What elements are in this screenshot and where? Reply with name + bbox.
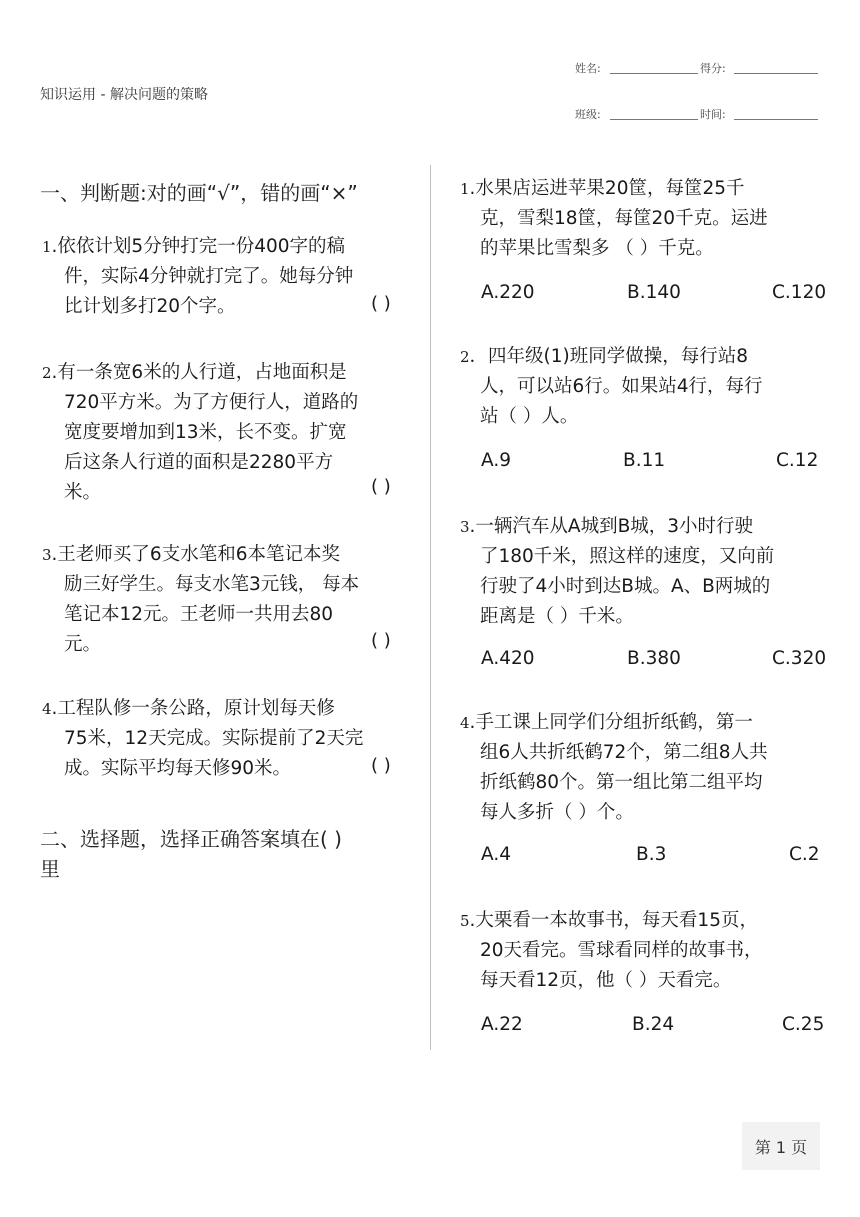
- tf-question-1: 1.依依计划5分钟打完一份400字的稿 件，实际4分钟就打完了。她每分钟 比计划多打20个字。: [42, 236, 354, 317]
- mc1-option-c: C.120: [772, 282, 827, 303]
- section2-title: 二、选择题，选择正确答案填在( ) 里: [40, 827, 342, 881]
- mc-question-5: 5.大栗看一本故事书，每天看15页， 20天看完。雪球看同样的故事书， 每天看12页，他（ ）天看完。: [460, 910, 763, 991]
- mc-question-4: 4.手工课上同学们分组折纸鹤，第一 组6人共折纸鹤72个，第二组8人共 折纸鹤80个。第一组比第二组平均 每人多折（ ）个。: [460, 712, 768, 823]
- name-blank: [610, 73, 698, 74]
- mc1-option-a: A.220: [481, 282, 535, 303]
- class-blank: [610, 119, 698, 120]
- score-blank: [734, 73, 818, 74]
- tf-question-3: 3.王老师买了6支水笔和6本笔记本奖 励三好学生。每支水笔3元钱， 每本 笔记本12元。王老师一共用去80 元。: [42, 544, 360, 655]
- section1-title: 一、判断题:对的画“√”，错的画“×”: [40, 181, 358, 205]
- time-label: 时间:: [700, 108, 726, 121]
- mc4-option-c: C.2: [789, 844, 820, 865]
- name-label: 姓名:: [575, 62, 601, 75]
- time-blank: [734, 119, 818, 120]
- document-title: 知识运用 - 解决问题的策略: [40, 87, 208, 103]
- page-number: 第 1 页: [742, 1122, 820, 1170]
- mc-question-1: 1.水果店运进苹果20筐，每筐25千 克，雪梨18筐，每筐20千克。运进 的苹果比雪梨多 （ ）千克。: [460, 178, 768, 259]
- class-label: 班级:: [575, 108, 601, 121]
- tf-question-2: 2.有一条宽6米的人行道，占地面积是 720平方米。为了方便行人，道路的 宽度要增加到13米，长不变。扩宽 后这条人行道的面积是2280平方 米。: [42, 362, 359, 503]
- mc-question-2: 2．四年级(1)班同学做操，每行站8 人，可以站6行。如果站4行，每行 站（ ）人。: [460, 346, 763, 427]
- mc5-option-c: C.25: [782, 1014, 825, 1035]
- mc5-option-a: A.22: [481, 1014, 523, 1035]
- score-label: 得分:: [700, 62, 726, 75]
- mc3-option-c: C.320: [772, 648, 827, 669]
- mc2-option-a: A.9: [481, 450, 511, 471]
- mc4-option-b: B.3: [636, 844, 667, 865]
- mc3-option-b: B.380: [627, 648, 681, 669]
- tf-question-4: 4.工程队修一条公路，原计划每天修 75米，12天完成。实际提前了2天完 成。实际平均每天修90米。: [42, 698, 364, 779]
- column-divider: [430, 165, 431, 1050]
- mc2-option-c: C.12: [776, 450, 819, 471]
- answer-paren-4: ( ): [371, 755, 391, 776]
- mc-question-3: 3.一辆汽车从A城到B城，3小时行驶 了180千米，照这样的速度，又向前 行驶了4小时到达B城。A、B两城的 距离是（ ）千米。: [460, 516, 775, 627]
- mc1-option-b: B.140: [627, 282, 681, 303]
- answer-paren-1: ( ): [371, 293, 391, 314]
- mc3-option-a: A.420: [481, 648, 535, 669]
- answer-paren-3: ( ): [371, 630, 391, 651]
- mc4-option-a: A.4: [481, 844, 511, 865]
- answer-paren-2: ( ): [371, 476, 391, 497]
- mc5-option-b: B.24: [632, 1014, 675, 1035]
- mc2-option-b: B.11: [623, 450, 666, 471]
